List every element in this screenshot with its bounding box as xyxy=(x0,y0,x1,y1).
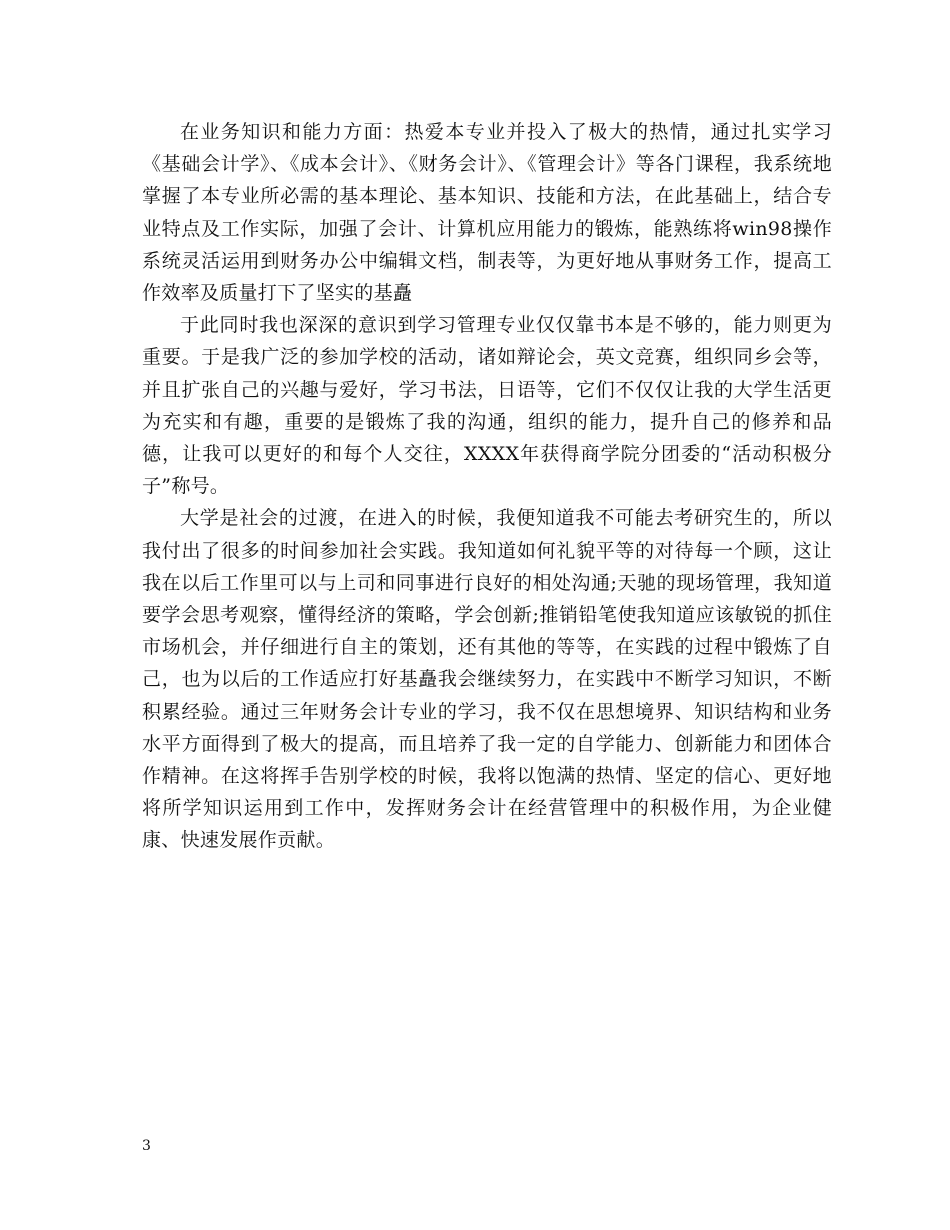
page-number: 3 xyxy=(142,1138,151,1154)
paragraph-professional-knowledge: 在业务知识和能力方面：热爱本专业并投入了极大的热情，通过扎实学习《基础会计学》、《成本会计》、《财务会计》、《管理会计》等各门课程，我系统地掌握了本专业所必需的基本理论、基本知识、技能和方法，在此基础上，结合专业特点及工作实际，加强了会计、计算机应用能力的锻炼，能熟练将win98操作系统灵活运用到财务办公中编辑文档，制表等，为更好地从事财务工作，提高工作效率及质量打下了坚实的基矗 xyxy=(142,121,832,305)
paragraph-school-activities: 于此同时我也深深的意识到学习管理专业仅仅靠书本是不够的，能力则更为重要。于是我广泛的参加学校的活动，诸如辩论会，英文竞赛，组织同乡会等，并且扩张自己的兴趣与爱好，学习书法，日语等，它们不仅仅让我的大学生活更为充实和有趣，重要的是锻炼了我的沟通，组织的能力，提升自己的修养和品德，让我可以更好的和每个人交往，XXXX年获得商学院分团委的“活动积极分子”称号。 xyxy=(142,314,832,498)
paragraph-social-practice: 大学是社会的过渡，在进入的时候，我便知道我不可能去考研究生的，所以我付出了很多的时间参加社会实践。我知道如何礼貌平等的对待每一个顾，这让我在以后工作里可以与上司和同事进行良好的相处沟通;天驰的现场管理，我知道要学会思考观察，懂得经济的策略，学会创新;推销铅笔使我知道应该敏锐的抓住市场机会，并仔细进行自主的策划，还有其他的等等，在实践的过程中锻炼了自己，也为以后的工作适应打好基矗我会继续努力，在实践中不断学习知识，不断积累经验。通过三年财务会计专业的学习，我不仅在思想境界、知识结构和业务水平方面得到了极大的提高，而且培养了我一定的自学能力、创新能力和团体合作精神。在这将挥手告别学校的时候，我将以饱满的热情、坚定的信心、更好地将所学知识运用到工作中，发挥财务会计在经营管理中的积极作用，为企业健康、快速发展作贡献。 xyxy=(142,507,832,852)
document-body xyxy=(142,116,832,857)
